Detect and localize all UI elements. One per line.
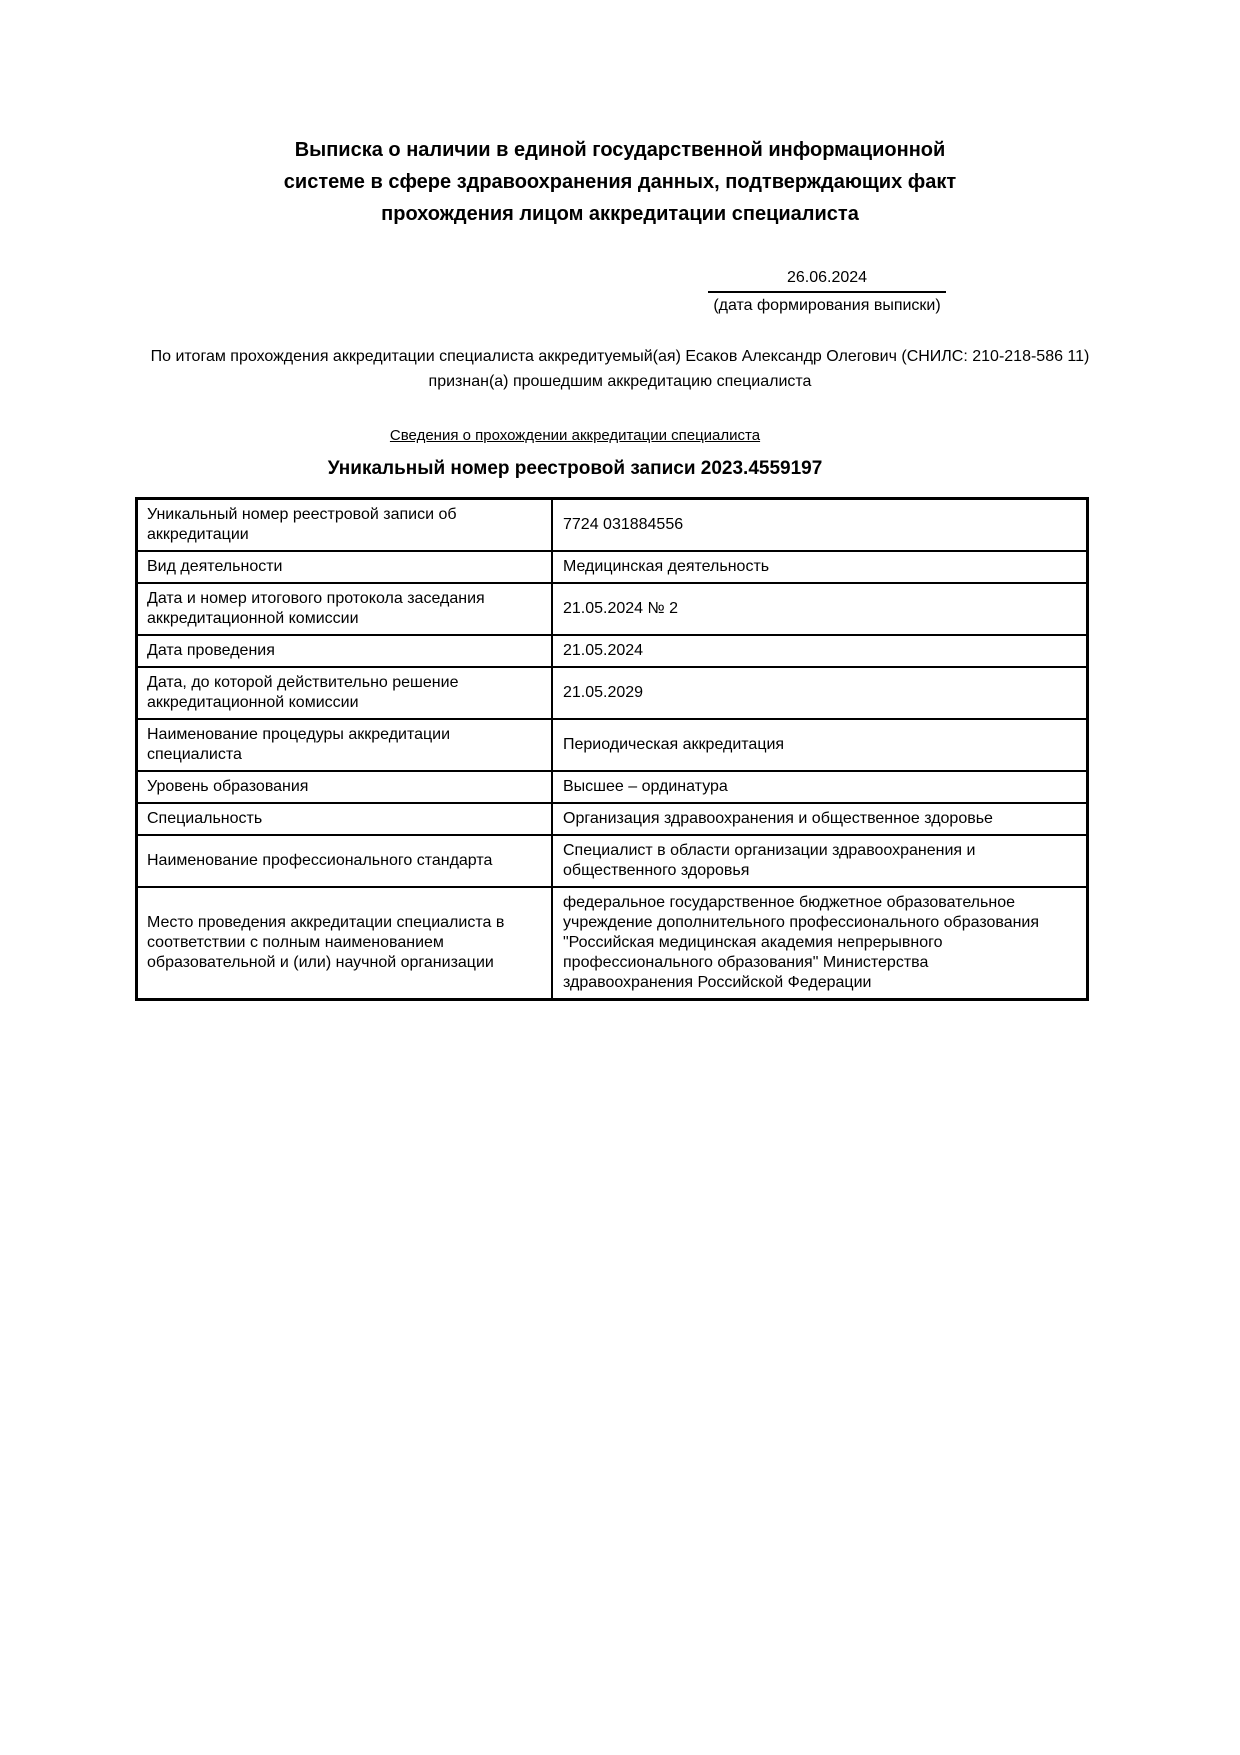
intro-line: По итогам прохождения аккредитации специалиста аккредитуемый(ая) Есаков Александр Олегович (СНИЛС: 210-218-586 11) [150,348,1090,365]
row-label: Дата и номер итогового протокола заседания аккредитационной комиссии [137,583,553,635]
row-label: Специальность [137,803,553,835]
row-value: Периодическая аккредитация [552,719,1088,771]
document-title [0,134,1240,230]
row-label: Дата проведения [137,635,553,667]
row-label: Дата, до которой действительно решение аккредитационной комиссии [137,667,553,719]
accreditation-table [135,497,1089,1001]
extract-date-caption: (дата формирования выписки) [713,297,941,314]
row-value: Организация здравоохранения и общественное здоровье [552,803,1088,835]
document-title-line: прохождения лицом аккредитации специалиста [381,203,859,225]
table-row [137,887,1088,1000]
table-row [137,583,1088,635]
row-label: Наименование процедуры аккредитации специалиста [137,719,553,771]
table-row [137,771,1088,803]
intro-line: признан(а) прошедшим аккредитацию специалиста [428,373,812,390]
table-row [137,803,1088,835]
row-label: Уникальный номер реестровой записи об аккредитации [137,499,553,552]
table-row [137,835,1088,887]
row-value: 21.05.2029 [552,667,1088,719]
table-row [137,635,1088,667]
document-title-line: Выписка о наличии в единой государственной информационной [294,139,946,161]
row-value: 7724 031884556 [552,499,1088,552]
table-row [137,667,1088,719]
row-value: Высшее – ординатура [552,771,1088,803]
document-title-line: системе в сфере здравоохранения данных, подтверждающих факт [283,171,957,193]
table-row [137,719,1088,771]
row-label: Место проведения аккредитации специалиста в соответствии с полным наименованием образовательной и (или) научной организации [137,887,553,1000]
section-subtitle-text: Сведения о прохождении аккредитации специалиста [389,427,761,444]
row-value: Медицинская деятельность [552,551,1088,583]
intro-paragraph [60,344,1180,394]
row-label: Наименование профессионального стандарта [137,835,553,887]
row-label: Уровень образования [137,771,553,803]
row-value: 21.05.2024 № 2 [552,583,1088,635]
row-label: Вид деятельности [137,551,553,583]
row-value: 21.05.2024 [552,635,1088,667]
registry-record-title: Уникальный номер реестровой записи 2023.4559197 [327,458,823,479]
row-value: федеральное государственное бюджетное образовательное учреждение дополнительного профессионального образования "Российская медицинская академия непрерывного профессионального образования" Министерства здравоохранения Российской Федерации [552,887,1088,1000]
table-row [137,551,1088,583]
table-row [137,499,1088,552]
section-subtitle [135,426,1015,445]
extract-date-block [708,268,946,316]
extract-date: 26.06.2024 [708,268,946,293]
row-value: Специалист в области организации здравоохранения и общественного здоровья [552,835,1088,887]
